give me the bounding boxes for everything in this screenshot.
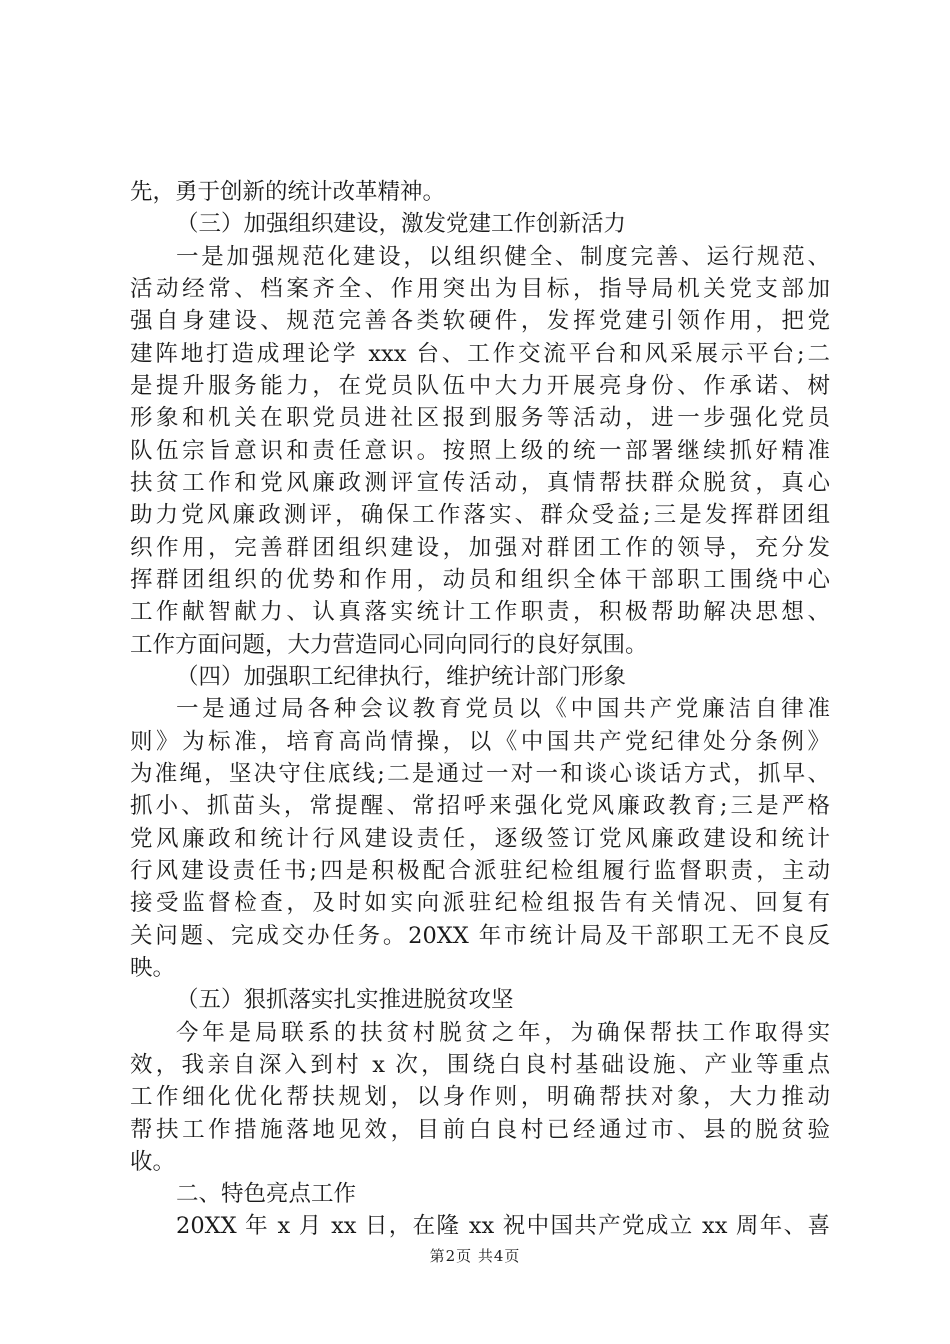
section-heading-3: （三）加强组织建设，激发党建工作创新活力 [176, 211, 627, 237]
text-line: 建阵地打造成理论学 xxx 台、工作交流平台和风采展示平台;二 [130, 341, 830, 367]
text-line: 先，勇于创新的统计改革精神。 [130, 179, 446, 205]
text-line: 一是通过局各种会议教育党员以《中国共产党廉洁自律准 [176, 696, 830, 722]
text-line: 形象和机关在职党员进社区报到服务等活动，进一步强化党员 [130, 405, 830, 431]
text-line: 则》为标准，培育高尚情操，以《中国共产党纪律处分条例》 [130, 729, 830, 755]
text-line: 效，我亲自深入到村 x 次，围绕白良村基础设施、产业等重点 [130, 1052, 830, 1078]
text-line: 工作献智献力、认真落实统计工作职责，积极帮助解决思想、 [130, 599, 830, 625]
text-line: 行风建设责任书;四是积极配合派驻纪检组履行监督职责，主动 [130, 858, 830, 884]
text-line: 是提升服务能力，在党员队伍中大力开展亮身份、作承诺、树 [130, 373, 830, 399]
text-line: 今年是局联系的扶贫村脱贫之年，为确保帮扶工作取得实 [176, 1020, 830, 1046]
text-line: 党风廉政和统计行风建设责任，逐级签订党风廉政建设和统计 [130, 826, 830, 852]
page-footer: 第2页 共4页 [429, 1247, 521, 1265]
section-heading-4: （四）加强职工纪律执行，维护统计部门形象 [176, 664, 627, 690]
text-line: 扶贫工作和党风廉政测评宣传活动，真情帮扶群众脱贫，真心 [130, 470, 830, 496]
text-line: 工作方面问题，大力营造同心同向同行的良好氛围。 [130, 632, 648, 658]
text-line: 一是加强规范化建设，以组织健全、制度完善、运行规范、 [176, 244, 830, 270]
text-line: 20XX 年 x 月 xx 日，在隆 xx 祝中国共产党成立 xx 周年、喜 [176, 1213, 830, 1239]
text-line: 挥群团组织的优势和作用，动员和组织全体干部职工围绕中心 [130, 567, 830, 593]
text-line: 映。 [130, 955, 176, 981]
text-line: 帮扶工作措施落地见效，目前白良村已经通过市、县的脱贫验 [130, 1117, 830, 1143]
text-line: 接受监督检查，及时如实向派驻纪检组报告有关情况、回复有 [130, 890, 830, 916]
text-line: 收。 [130, 1149, 176, 1175]
section-heading-2: 二、特色亮点工作 [176, 1181, 357, 1207]
text-line: 关问题、完成交办任务。20XX 年市统计局及干部职工无不良反 [130, 923, 830, 949]
text-line: 活动经常、档案齐全、作用突出为目标，指导局机关党支部加 [130, 276, 830, 302]
text-line: 抓小、抓苗头，常提醒、常招呼来强化党风廉政教育;三是严格 [130, 793, 830, 819]
text-line: 工作细化优化帮扶规划，以身作则，明确帮扶对象，大力推动 [130, 1084, 830, 1110]
text-line: 助力党风廉政测评，确保工作落实、群众受益;三是发挥群团组 [130, 502, 830, 528]
section-heading-5: （五）狠抓落实扎实推进脱贫攻坚 [176, 987, 514, 1013]
text-line: 织作用，完善群团组织建设，加强对群团工作的领导，充分发 [130, 535, 830, 561]
text-line: 强自身建设、规范完善各类软硬件，发挥党建引领作用，把党 [130, 308, 830, 334]
text-line: 队伍宗旨意识和责任意识。按照上级的统一部署继续抓好精准 [130, 438, 830, 464]
text-line: 为准绳，坚决守住底线;二是通过一对一和谈心谈话方式，抓早、 [130, 761, 830, 787]
